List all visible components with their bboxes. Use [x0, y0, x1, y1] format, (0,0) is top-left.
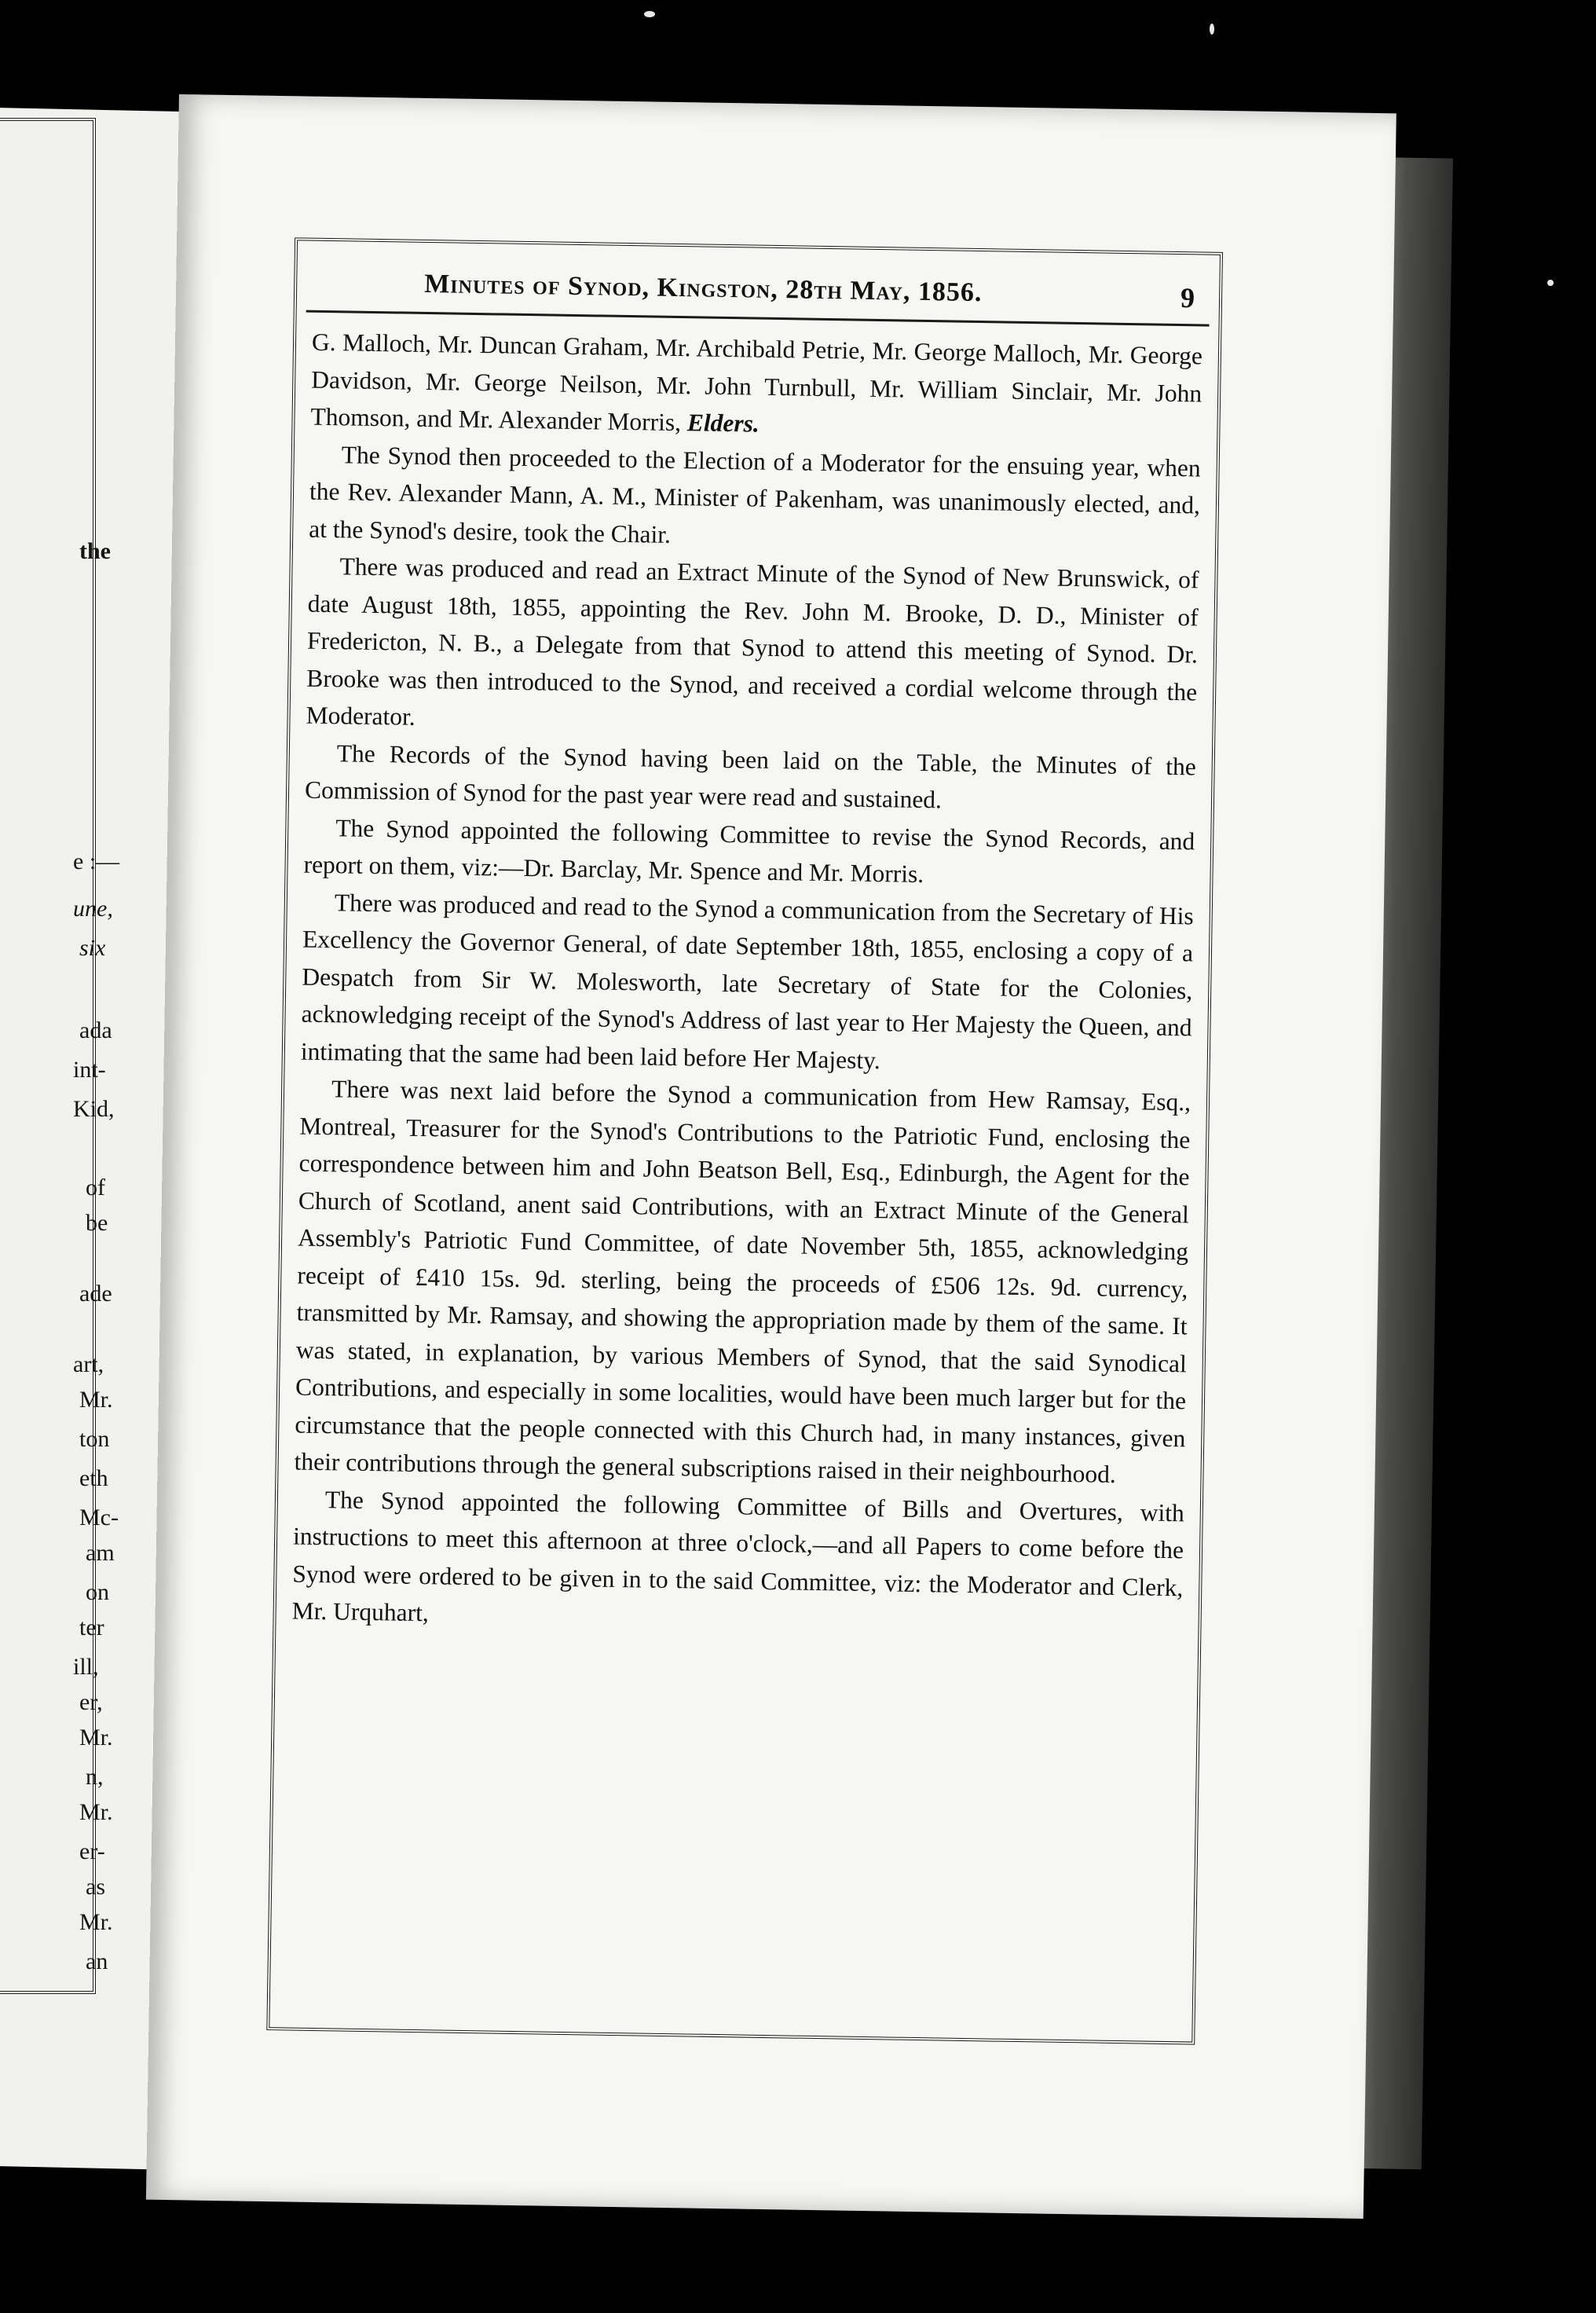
left-page-fragment: une, [73, 896, 113, 922]
paragraph [305, 734, 1196, 823]
page-number: 9 [1180, 282, 1196, 314]
paragraph [310, 324, 1202, 449]
left-page-fragment: ada [79, 1017, 112, 1043]
left-page-fragment: six [79, 935, 106, 961]
paragraph-text: The Synod appointed the following Committee to revise the Synod Records, and report on them, viz:—Dr. Barclay, Mr. Spence and Mr. Morris. [303, 813, 1195, 889]
paragraph [303, 808, 1195, 897]
paragraph-text: There was next laid before the Synod a communication from Hew Ramsay, Esq., Montreal, Treasurer for the Synod's Contributions to the Patriotic Fund, enclosing the correspondence between him and John Beatson Bell, Esq., Edinburgh, the Agent for the Church of Scotland, anent said Contributions, with an Extract Minute of the General Assembly's Patriotic Fund Committee, of date November 5th, 1855, acknowledging receipt of £410 15s. 9d. sterling, being the proceeds of £506 12s. 9d. currency, transmitted by Mr. Ramsay, and showing the appropriation made by them of the same. It was stated, in explanation, by various Members of Synod, that the said Synodical Contributions, and especially in some localities, would have been much larger but for the circumstance that the people connected with this Church had, in many instances, given their contributions through the general subscriptions raised in their neighbourhood. [294, 1075, 1192, 1488]
body-text [285, 313, 1209, 1644]
left-page-fragment: of [86, 1175, 105, 1200]
left-page-fragment: ton [79, 1426, 110, 1452]
left-page-fragment: eth [79, 1465, 108, 1491]
left-page-fragment: Mr. [79, 1799, 113, 1825]
paragraph-text: The Synod appointed the following Committee of Bills and Overtures, with instructions to meet this afternoon at three o'clock,—and all Papers to come before the Synod were ordered to be given in to the said Committee, viz: the Moderator and Clerk, Mr. Urquhart, [291, 1485, 1185, 1627]
text-frame [266, 237, 1223, 2044]
left-page-fragment: Mc- [79, 1505, 119, 1530]
scan-speck [1210, 24, 1214, 35]
left-page-fragment: an [86, 1948, 108, 1974]
scan-speck [644, 11, 655, 17]
left-page-fragment: er, [79, 1689, 103, 1715]
paragraph [309, 435, 1201, 561]
paragraph-text: G. Malloch, Mr. Duncan Graham, Mr. Archibald Petrie, Mr. George Malloch, Mr. George Davidson, Mr. George Neilson, Mr. John Turnbull, Mr. William Sinclair, Mr. John Thomson, and Mr. Alexander Morris, [310, 328, 1203, 437]
left-page-fragment: ill, [73, 1654, 99, 1680]
left-page-fragment: Mr. [79, 1387, 113, 1413]
scan-speck [1547, 280, 1554, 286]
left-page-fragment: Mr. [79, 1909, 113, 1935]
paragraph [306, 548, 1199, 748]
left-page-fragment: n, [86, 1764, 104, 1790]
paragraph [294, 1070, 1191, 1494]
paragraph-text: There was produced and read to the Synod a communication from the Secretary of His Excellency the Governor General, of date September 18th, 1855, enclosing a copy of a Despatch from Sir W. Molesworth, late Secretary of State for the Colonies, acknowledging receipt of the Synod's Address of last year to Her Majesty the Queen, and intimating that the same had been laid before Her Majesty. [300, 888, 1195, 1074]
paragraph-italic-tail: Elders. [686, 409, 760, 438]
right-page [146, 94, 1396, 2219]
left-page-fragment: be [86, 1210, 108, 1236]
paragraph [291, 1480, 1184, 1644]
left-page-fragment: Kid, [73, 1096, 115, 1122]
left-page-fragment: the [79, 538, 111, 564]
paragraph-text: There was produced and read an Extract Minute of the Synod of New Brunswick, of date August 18th, 1855, appointing the Rev. John M. Brooke, D. D., Minister of Fredericton, N. B., a Delegate from that Synod to attend this meeting of Synod. Dr. Brooke was then introduced to the Synod, and received a cordial welcome through the Moderator. [306, 552, 1199, 731]
running-title: Minutes of Synod, Kingston, 28th May, 1856. [423, 269, 983, 308]
left-page-fragment: Mr. [79, 1725, 113, 1750]
left-page-fragment: e :— [73, 849, 120, 874]
paragraph-text: The Synod then proceeded to the Election of a Moderator for the ensuing year, when the Rev. Alexander Mann, A. M., Minister of Pakenham, was unanimously elected, and, at the Synod's desire, took the Chair. [309, 440, 1201, 548]
left-page-fragment: ade [79, 1281, 112, 1307]
left-page-fragment: int- [73, 1057, 106, 1083]
left-page-fragment: as [86, 1874, 105, 1900]
left-page-fragment: er- [79, 1838, 105, 1864]
left-page-fragment: ter [79, 1615, 104, 1640]
left-page-fragment: art, [73, 1351, 104, 1377]
paragraph [301, 883, 1195, 1083]
left-page-fragment: on [86, 1579, 109, 1605]
left-page-fragment: am [86, 1540, 115, 1566]
paragraph-text: The Records of the Synod having been laid on the Table, the Minutes of the Commission of Synod for the past year were read and sustained. [304, 739, 1196, 814]
